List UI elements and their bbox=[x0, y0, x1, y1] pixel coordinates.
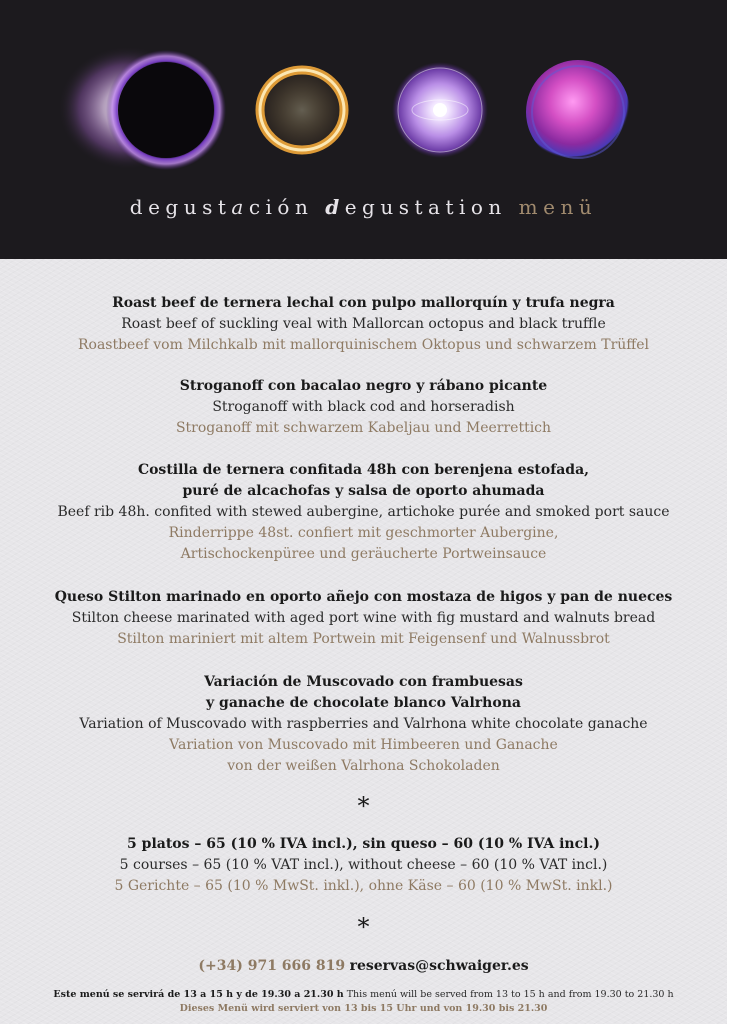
dish-name-de: von der weißen Valrhona Schokoladen bbox=[227, 758, 500, 774]
dish-name-es: Costilla de ternera confitada 48h con berenjena estofada, bbox=[137, 462, 590, 478]
dish-2 bbox=[0, 376, 727, 439]
dish-name-es: Queso Stilton marinado en oporto añejo con mostaza de higos y pan de nueces bbox=[54, 589, 673, 605]
orb-dark-center bbox=[118, 62, 214, 158]
dish-name-de: Artischockenpüree und geräucherte Portweinsauce bbox=[180, 546, 547, 562]
dish-name-de: Variation von Muscovado mit Himbeeren und Ganache bbox=[169, 737, 558, 753]
price-es: 5 platos – 65 (10 % IVA incl.), sin queso – 60 (10 % IVA incl.) bbox=[127, 836, 600, 852]
serving-hours bbox=[0, 988, 727, 1016]
orbs-artwork bbox=[0, 0, 727, 259]
luminous-sphere-core bbox=[433, 103, 447, 117]
dish-4 bbox=[0, 587, 727, 650]
price-en: 5 courses – 65 (10 % VAT incl.), without cheese – 60 (10 % VAT incl.) bbox=[119, 857, 608, 873]
email-link[interactable]: reservas@schwaiger.es bbox=[349, 958, 529, 974]
gold-ring-glow bbox=[254, 64, 350, 156]
dish-3 bbox=[0, 460, 727, 565]
dish-name-en: Roast beef of suckling veal with Mallorcan octopus and black truffle bbox=[121, 316, 606, 332]
dish-name-de: Roastbeef vom Milchkalb mit mallorquinischem Oktopus und schwarzem Trüffel bbox=[77, 337, 650, 353]
dish-name-en: Beef rib 48h. confited with stewed aubergine, artichoke purée and smoked port sauce bbox=[57, 504, 670, 520]
dish-name-es: puré de alcachofas y salsa de oporto ahumada bbox=[182, 483, 545, 499]
dish-1 bbox=[0, 293, 727, 356]
title-part-italic: a bbox=[231, 195, 249, 219]
title-part: ción bbox=[248, 195, 326, 219]
title-part: degust bbox=[129, 195, 232, 219]
dish-name-de: Rinderrippe 48st. confiert mit geschmorter Aubergine, bbox=[168, 525, 559, 541]
dish-name-de: Stilton mariniert mit altem Portwein mit Feigensenf und Walnussbrot bbox=[117, 631, 610, 647]
dish-name-de: Stroganoff mit schwarzem Kabeljau und Meerrettich bbox=[175, 420, 552, 436]
dish-name-en: Stilton cheese marinated with aged port wine with fig mustard and walnuts bread bbox=[71, 610, 656, 626]
asterisk-separator: * bbox=[357, 913, 370, 941]
asterisk-separator: * bbox=[357, 792, 370, 820]
dish-name-es: Roast beef de ternera lechal con pulpo mallorquín y trufa negra bbox=[112, 295, 615, 311]
hours-es: Este menú se servirá de 13 a 15 h y de 19.30 a 21.30 h bbox=[53, 989, 344, 1000]
dish-name-es: Stroganoff con bacalao negro y rábano picante bbox=[179, 378, 548, 394]
title-part: egustation bbox=[344, 195, 519, 219]
title-part-menu: menü bbox=[518, 195, 598, 219]
menu-content bbox=[0, 259, 727, 1024]
hours-de: Dieses Menü wird serviert von 13 bis 15 Uhr und von 19.30 bis 21.30 bbox=[179, 1003, 548, 1014]
dish-5 bbox=[0, 672, 727, 777]
dish-name-es: Variación de Muscovado con frambuesas bbox=[204, 674, 523, 690]
contact-line bbox=[0, 956, 727, 977]
title-part-italic: d bbox=[325, 195, 345, 219]
magenta-sphere bbox=[526, 60, 630, 164]
dish-name-en: Variation of Muscovado with raspberries and Valrhona white chocolate ganache bbox=[79, 716, 648, 732]
price-block bbox=[0, 834, 727, 897]
phone-link[interactable]: (+34) 971 666 819 bbox=[198, 958, 346, 974]
dish-name-es: y ganache de chocolate blanco Valrhona bbox=[206, 695, 521, 711]
hours-en: This menú will be served from 13 to 15 h and from 19.30 to 21.30 h bbox=[346, 989, 674, 1000]
price-de: 5 Gerichte – 65 (10 % MwSt. inkl.), ohne Käse – 60 (10 % MwSt. inkl.) bbox=[114, 878, 613, 894]
dish-name-en: Stroganoff with black cod and horseradish bbox=[212, 399, 515, 415]
header-banner bbox=[0, 0, 727, 259]
menu-title bbox=[0, 195, 727, 219]
